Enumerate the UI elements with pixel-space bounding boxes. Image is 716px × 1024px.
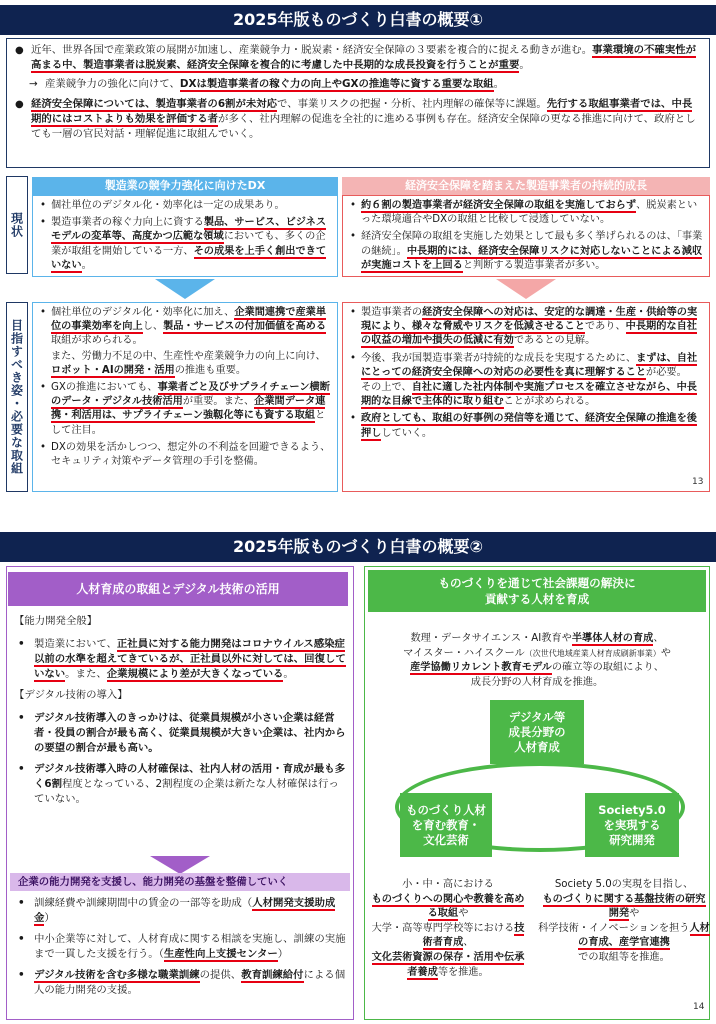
education-description: 小・中・高における ものづくりへの関心や教養を高める取組や 大学・高等専門学校等における技術者育成、 文化芸術資源の保存・活用や伝承者養成等を推進。 — [371, 879, 525, 978]
hr-down-arrow-icon — [150, 856, 210, 874]
list-item: • デジタル技術を含む多様な職業訓練の提供、教育訓練給付による個人の能力開発の支援。 — [14, 968, 346, 998]
security-current-box — [342, 195, 710, 277]
page1-title: 2025年版ものづくり白書の概要① — [0, 5, 716, 35]
hr-findings — [14, 610, 346, 813]
growth-field-box — [490, 700, 584, 764]
list-item: • 個社単位のデジタル化・効率化は一定の成果あり。 — [39, 199, 331, 213]
list-item: • デジタル技術導入のきっかけは、従業員規模が小さい企業は経営者・役員の割合が最も高く、従業員規模が大きい企業は、社内からの要望の割合が最も高い。 — [14, 711, 346, 756]
support-measures — [14, 896, 346, 1004]
growth-field-description: 数理・データサイエンス・AI教育や半導体人材の育成、 マイスター・ハイスクール（次世代地域産業人材育成刷新事業）や 産学協働リカレント教育モデルの確立等の取組により、 成長分野の人材育成を推進。 — [403, 633, 671, 688]
security-goal-box — [342, 302, 710, 492]
education-culture-box — [400, 793, 492, 857]
security-down-arrow-icon — [496, 279, 556, 299]
list-item: • 個社単位のデジタル化・効率化に加え、企業間連携で産業単位の事業効率を向上し、製品・サービスの付加価値を高める取組が求められる。 — [39, 306, 331, 349]
list-item: • 中小企業等に対して、人材育成に関する相談を実施し、訓練の実施まで一貫した支援を行う。（生産性向上支援センター） — [14, 932, 346, 962]
list-item: • 製造業において、正社員に対する能力開発はコロナウイルス感染症以前の水準を超えてきているが、正社員以外に対しては、回復していない。また、企業規模により差が大きくなっている。 — [14, 637, 346, 682]
label-goal: 目指すべき姿・必要な取組 — [6, 302, 28, 492]
security-column-header: 経済安全保障を踏まえた製造事業者の持続的成長 — [342, 177, 710, 195]
support-policy-bar: 企業の能力開発を支援し、能力開発の基盤を整備していく — [10, 873, 350, 891]
list-item: • 訓練経費や訓練期間中の賃金の一部等を助成（人材開発支援助成金） — [14, 896, 346, 926]
list-item: また、労働力不足の中、生産性や産業競争力の向上に向け、ロボット・AIの開発・活用の推進も重要。 — [51, 350, 326, 376]
research-development-box — [585, 793, 679, 857]
page2-title: 2025年版ものづくり白書の概要② — [0, 532, 716, 562]
page-number: 14 — [693, 1002, 705, 1012]
dx-column-header: 製造業の競争力強化に向けたDX — [32, 177, 338, 195]
dx-down-arrow-icon — [155, 279, 215, 299]
social-panel-header: ものづくりを通じて社会課題の解決に 貢献する人材を育成 — [368, 570, 706, 612]
intro-point-2: ● 経済安全保障については、製造事業者の6割が未対応で、事業リスクの把握・分析、社内理解の確保等に課題。先行する取組事業者では、中長期的にはコストよりも効果を評価する者が多く、社内理解の促進を全社的に進める事例も存在。経済安全保障の更なる推進に向けて、政府としても一層の官民対話・理解促進に取組んでいく。 — [15, 97, 701, 142]
dx-goal-box — [32, 302, 338, 492]
section-label: 【デジタル技術の導入】 — [14, 689, 128, 701]
list-item: • 製造事業者の経済安全保障への対応は、安定的な調達・生産・供給等の実現により、様々な脅威やリスクを低減させることであり、中長期的な自社の収益の増加や損失の低減に有効であるとの見解。 — [349, 306, 703, 349]
page-number: 13 — [692, 477, 704, 487]
list-item: • 約６割の製造事業者が経済安全保障の取組を実施しておらず、脱炭素といった環境適合やDXの取組と比較して浸透していない。 — [349, 199, 703, 227]
intro-point-1: ● 近年、世界各国で産業政策の展開が加速し、産業競争力・脱炭素・経済安全保障の３要素を複合的に捉える動きが進む。事業環境の不確実性が高まる中、製造事業者は脱炭素、経済安全保障を複合的に考慮した中長期的な成長投資を行うことが重要。 — [15, 43, 701, 73]
list-item: その上で、自社に適した社内体制や実施プロセスを確立させながら、中長期的な目線で主体的に取り組むことが求められる。 — [361, 382, 697, 408]
list-item: • 製造事業者の稼ぐ力向上に資する製品、サービス、ビジネスモデルの変革等、高度かつ広範な領域においても、多くの企業が取組を開始している一方、その成果を上手く創出できていない。 — [39, 216, 331, 273]
intro-arrow-point: → 産業競争力の強化に向けて、DXは製造事業者の稼ぐ力の向上やGXの推進等に資する重要な取組。 — [15, 77, 701, 92]
list-item: • DXの効果を活かしつつ、想定外の不利益を回避できるよう、セキュリティ対策やデータ管理の手引を整備。 — [39, 441, 331, 469]
dx-current-box — [32, 195, 338, 277]
intro-box — [6, 38, 710, 168]
research-description: Society 5.0の実現を目指し、 ものづくりに関する基盤技術の研究開発や 科学技術・イノベーションを担う人材の育成、産学官連携 での取組等を推進。 — [538, 879, 710, 963]
list-item: • 政府としても、取組の好事例の発信等を通じて、経済安全保障の推進を後押ししていく。 — [349, 412, 703, 440]
box-label: Society5.0 を実現する 研究開発 — [598, 802, 666, 847]
hr-panel-header: 人材育成の取組とデジタル技術の活用 — [8, 572, 348, 606]
label-current-status: 現状 — [6, 176, 28, 274]
list-item: • 経済安全保障の取組を実施した効果として最も多く挙げられるのは、「事業の継続」。中長期的には、経済安全保障リスクに対応しないことによる減収が実施コストを上回ると判断する製造事業者が多い。 — [349, 230, 703, 273]
box-label: ものづくり人材 を育む教育・ 文化芸術 — [406, 802, 486, 847]
box-label: デジタル等 成長分野の 人材育成 — [508, 709, 566, 754]
section-label: 【能力開発全般】 — [14, 615, 98, 627]
list-item: • GXの推進においても、事業者ごと及びサプライチェーン横断のデータ・デジタル技術活用が重要。また、企業間データ連携・利活用は、サプライチェーン強靱化等にも資する取組として注目。 — [39, 381, 331, 438]
list-item: • デジタル技術導入時の人材確保は、社内人材の活用・育成が最も多く6割程度となっている、2割程度の企業は新たな人材確保は行っていない。 — [14, 762, 346, 807]
list-item: • 今後、我が国製造事業者が持続的な成長を実現するために、まずは、自社にとっての経済安全保障への対応の必要性を真に理解することが必要。 — [349, 352, 703, 380]
